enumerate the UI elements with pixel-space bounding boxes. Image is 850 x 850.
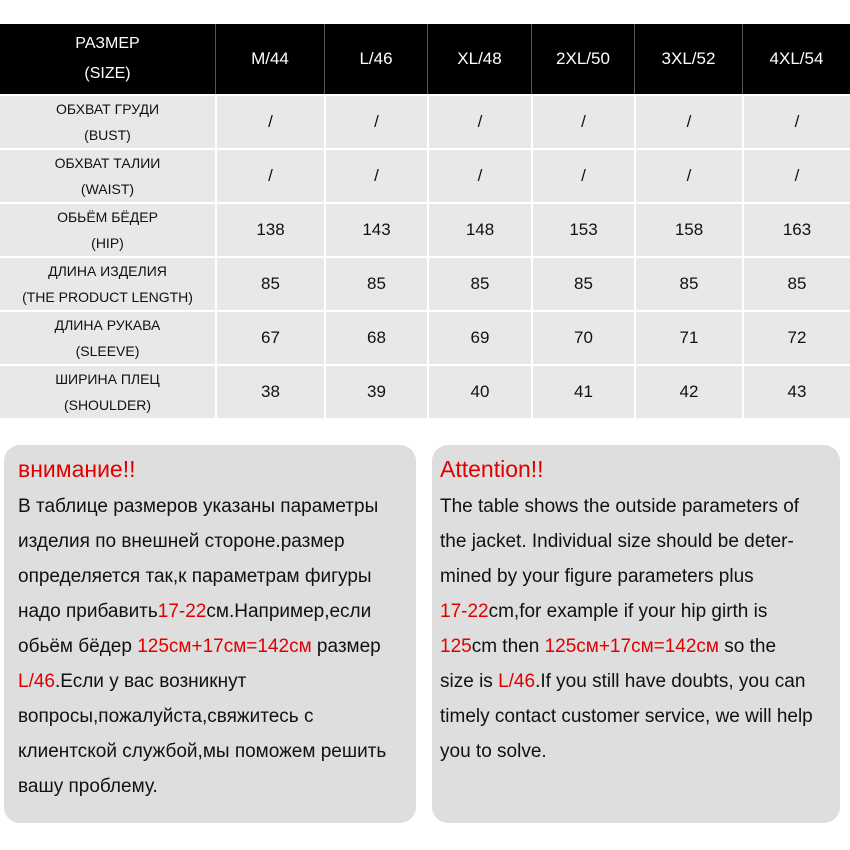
table-cell: 67	[215, 312, 324, 364]
highlight-text: L/46	[18, 671, 55, 692]
highlight-text: 17-22	[157, 601, 207, 622]
size-table	[0, 24, 850, 418]
notice-line	[440, 594, 840, 629]
row-label	[0, 204, 215, 256]
table-cell: 153	[531, 204, 634, 256]
notice-line	[440, 489, 840, 524]
notice-text: .If you still have doubts, you can	[535, 671, 806, 692]
notice-text-en	[440, 489, 840, 769]
notice-text: The table shows the outside parameters of	[440, 496, 800, 517]
table-cell: 68	[324, 312, 427, 364]
table-cell: 143	[324, 204, 427, 256]
table-cell: 72	[742, 312, 850, 364]
header-size: 2XL/50	[531, 24, 634, 94]
notice-line	[440, 664, 840, 699]
row-label-en: (SHOULDER)	[63, 397, 152, 413]
notice-text: клиентской службой,мы поможем решить	[18, 741, 387, 762]
notice-line	[18, 559, 416, 594]
notice-text: timely contact customer service, we will help	[440, 706, 813, 727]
row-label	[0, 312, 215, 364]
notice-text-ru	[18, 489, 416, 804]
row-label	[0, 258, 215, 310]
notice-text: В таблице размеров указаны параметры	[18, 496, 379, 517]
notice-text: вопросы,пожалуйста,свяжитесь с	[18, 706, 314, 727]
notice-text: so the	[719, 636, 777, 657]
table-cell: 85	[427, 258, 531, 310]
row-label-ru: ДЛИНА ИЗДЕЛИЯ	[48, 263, 167, 279]
highlight-text: 17-22	[440, 601, 489, 622]
notice-line	[440, 629, 840, 664]
table-cell: 148	[427, 204, 531, 256]
table-cell: /	[215, 150, 324, 202]
notice-text: надо прибавить	[18, 601, 158, 622]
row-label-en: (SLEEVE)	[75, 343, 140, 359]
header-size-label-en: (SIZE)	[84, 65, 131, 82]
notice-text: размер	[311, 636, 381, 657]
notice-text: the jacket. Individual size should be deter-	[440, 531, 794, 552]
notice-text: cm then	[471, 636, 545, 657]
header-size: 3XL/52	[634, 24, 742, 94]
table-cell: 85	[324, 258, 427, 310]
table-cell: /	[531, 150, 634, 202]
table-cell: /	[742, 150, 850, 202]
notice-text: изделия по внешней стороне.размер	[18, 531, 345, 552]
row-label	[0, 96, 215, 148]
table-cell: 158	[634, 204, 742, 256]
row-label-en: (HIP)	[91, 235, 124, 251]
header-size: 4XL/54	[742, 24, 850, 94]
notice-line	[440, 559, 840, 594]
notice-line	[18, 629, 416, 664]
table-cell: 85	[634, 258, 742, 310]
table-cell: /	[427, 150, 531, 202]
notice-panel-ru	[4, 445, 416, 823]
table-cell: 85	[742, 258, 850, 310]
row-label-ru: ОБХВАТ ТАЛИИ	[54, 155, 161, 171]
row-label-ru: ОБХВАТ ГРУДИ	[55, 101, 160, 117]
table-cell: 40	[427, 366, 531, 418]
table-cell: 39	[324, 366, 427, 418]
notice-line	[440, 524, 840, 559]
header-size-label-ru: РАЗМЕР	[75, 35, 140, 52]
table-cell: 69	[427, 312, 531, 364]
row-label-en: (BUST)	[84, 127, 131, 143]
table-cell: 85	[215, 258, 324, 310]
row-label-en: (THE PRODUCT LENGTH)	[22, 289, 193, 305]
row-label	[0, 366, 215, 418]
row-label-ru: ШИРИНА ПЛЕЦ	[55, 371, 160, 387]
header-size: XL/48	[427, 24, 531, 94]
notice-line	[18, 524, 416, 559]
notice-line	[440, 699, 840, 734]
notice-line	[440, 734, 840, 769]
table-cell: 70	[531, 312, 634, 364]
table-cell: 138	[215, 204, 324, 256]
notice-text: см.Например,если	[206, 601, 372, 622]
notice-title-ru: внимание!!	[18, 456, 136, 482]
row-label-en: (WAIST)	[80, 181, 135, 197]
table-cell: 71	[634, 312, 742, 364]
notice-text: определяется так,к параметрам фигуры	[18, 566, 372, 587]
notice-line	[18, 734, 416, 769]
highlight-text: 125см+17см=142см	[544, 636, 719, 657]
notice-line	[18, 699, 416, 734]
table-cell: /	[215, 96, 324, 148]
notice-text: вашу проблему.	[18, 776, 158, 797]
table-cell: 163	[742, 204, 850, 256]
table-cell: /	[742, 96, 850, 148]
table-cell: 41	[531, 366, 634, 418]
highlight-text: 125	[440, 636, 472, 657]
header-size-label	[0, 24, 215, 94]
table-cell: /	[531, 96, 634, 148]
table-cell: 85	[531, 258, 634, 310]
notice-line	[18, 664, 416, 699]
notice-text: you to solve.	[440, 741, 547, 762]
table-cell: /	[427, 96, 531, 148]
table-cell: /	[634, 150, 742, 202]
table-cell: /	[324, 150, 427, 202]
notice-title-en: Attention!!	[440, 456, 544, 482]
table-cell: 38	[215, 366, 324, 418]
notice-line	[18, 489, 416, 524]
row-label	[0, 150, 215, 202]
table-cell: /	[324, 96, 427, 148]
notice-text: size is	[440, 671, 499, 692]
header-size: L/46	[324, 24, 427, 94]
row-label-ru: ДЛИНА РУКАВА	[54, 317, 161, 333]
table-cell: /	[634, 96, 742, 148]
row-label-ru: ОБЬЁМ БЁДЕР	[57, 209, 158, 225]
highlight-text: 125см+17см=142см	[137, 636, 312, 657]
highlight-text: L/46	[498, 671, 536, 692]
table-cell: 43	[742, 366, 850, 418]
notice-text: .Если у вас возникнут	[54, 671, 247, 692]
notice-line	[18, 769, 416, 804]
notice-line	[18, 594, 416, 629]
table-cell: 42	[634, 366, 742, 418]
notice-text: cm,for example if your hip girth is	[488, 601, 768, 622]
header-size: M/44	[215, 24, 324, 94]
notice-text: обьём бёдер	[18, 636, 138, 657]
notice-text: mined by your figure parameters plus	[440, 566, 754, 587]
notice-panel-en	[432, 445, 840, 823]
